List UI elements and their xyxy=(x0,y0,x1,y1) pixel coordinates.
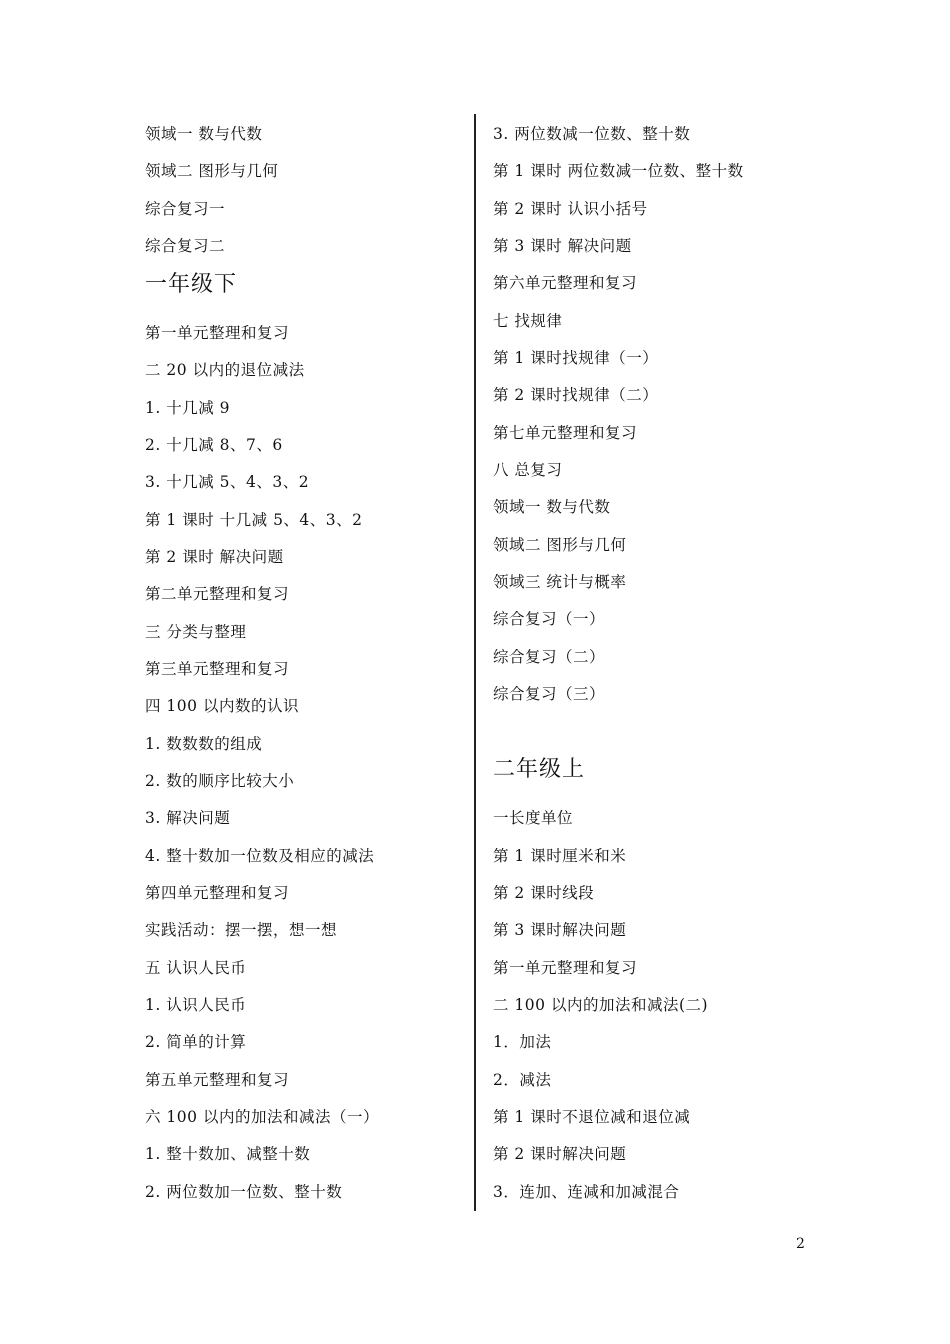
toc-line: 1. 十几减 9 xyxy=(145,399,231,417)
toc-line: 3. 两位数减一位数、整十数 xyxy=(493,125,691,143)
toc-line: 3. 解决问题 xyxy=(145,809,231,827)
toc-line: 3．连加、连减和加减混合 xyxy=(493,1183,680,1201)
toc-line: 综合复习（三） xyxy=(493,685,606,703)
toc-line: 第四单元整理和复习 xyxy=(145,884,290,902)
toc-line: 第七单元整理和复习 xyxy=(493,424,638,442)
toc-line: 第 3 课时解决问题 xyxy=(493,921,627,939)
toc-line: 2. 简单的计算 xyxy=(145,1033,247,1051)
toc-line: 领域三 统计与概率 xyxy=(493,573,627,591)
toc-line: 实践活动：摆一摆，想一想 xyxy=(145,921,338,939)
toc-line: 领域一 数与代数 xyxy=(145,125,263,143)
toc-line: 领域二 图形与几何 xyxy=(145,162,279,180)
toc-line: 3. 十几减 5、4、3、2 xyxy=(145,473,310,491)
toc-line: 领域二 图形与几何 xyxy=(493,536,627,554)
toc-line: 第五单元整理和复习 xyxy=(145,1071,290,1089)
toc-line: 八 总复习 xyxy=(493,461,563,479)
toc-line: 第三单元整理和复习 xyxy=(145,660,290,678)
toc-line: 第 2 课时线段 xyxy=(493,884,595,902)
toc-line: 第六单元整理和复习 xyxy=(493,274,638,292)
toc-line: 2．减法 xyxy=(493,1071,552,1089)
toc-line: 综合复习（二） xyxy=(493,648,606,666)
grade-heading: 二年级上 xyxy=(493,757,586,782)
column-divider xyxy=(474,114,476,1211)
toc-line: 第 2 课时解决问题 xyxy=(493,1145,627,1163)
toc-line: 六 100 以内的加法和减法（一） xyxy=(145,1108,379,1126)
toc-line: 二 20 以内的退位减法 xyxy=(145,361,305,379)
toc-line: 二 100 以内的加法和减法(二) xyxy=(493,996,709,1014)
toc-line: 2. 十几减 8、7、6 xyxy=(145,436,283,454)
toc-line: 4. 整十数加一位数及相应的减法 xyxy=(145,847,375,865)
toc-line: 五 认识人民币 xyxy=(145,959,247,977)
toc-line: 综合复习二 xyxy=(145,237,226,255)
toc-line: 1. 认识人民币 xyxy=(145,996,247,1014)
toc-line: 2. 数的顺序比较大小 xyxy=(145,772,295,790)
toc-line: 综合复习一 xyxy=(145,200,226,218)
toc-line: 第二单元整理和复习 xyxy=(145,585,290,603)
toc-line: 1．加法 xyxy=(493,1033,552,1051)
toc-line: 四 100 以内数的认识 xyxy=(145,697,299,715)
toc-line: 1. 整十数加、减整十数 xyxy=(145,1145,311,1163)
toc-line: 综合复习（一） xyxy=(493,610,606,628)
page-number: 2 xyxy=(796,1236,805,1252)
toc-line: 第 3 课时 解决问题 xyxy=(493,237,632,255)
toc-line: 第 2 课时 解决问题 xyxy=(145,548,284,566)
toc-line: 领域一 数与代数 xyxy=(493,498,611,516)
toc-line: 七 找规律 xyxy=(493,312,563,330)
toc-line: 第 1 课时 两位数减一位数、整十数 xyxy=(493,162,744,180)
toc-line: 第 1 课时 十几减 5、4、3、2 xyxy=(145,511,363,529)
toc-line: 第 1 课时厘米和米 xyxy=(493,847,627,865)
toc-line: 1. 数数数的组成 xyxy=(145,735,263,753)
toc-line: 第 1 课时找规律（一） xyxy=(493,349,659,367)
toc-line: 第一单元整理和复习 xyxy=(145,324,290,342)
toc-line: 第 1 课时不退位减和退位减 xyxy=(493,1108,691,1126)
toc-line: 三 分类与整理 xyxy=(145,623,247,641)
toc-line: 2. 两位数加一位数、整十数 xyxy=(145,1183,343,1201)
grade-heading: 一年级下 xyxy=(145,272,238,297)
toc-line: 第 2 课时 认识小括号 xyxy=(493,200,648,218)
toc-line: 第一单元整理和复习 xyxy=(493,959,638,977)
toc-line: 一长度单位 xyxy=(493,809,574,827)
toc-line: 第 2 课时找规律（二） xyxy=(493,386,659,404)
